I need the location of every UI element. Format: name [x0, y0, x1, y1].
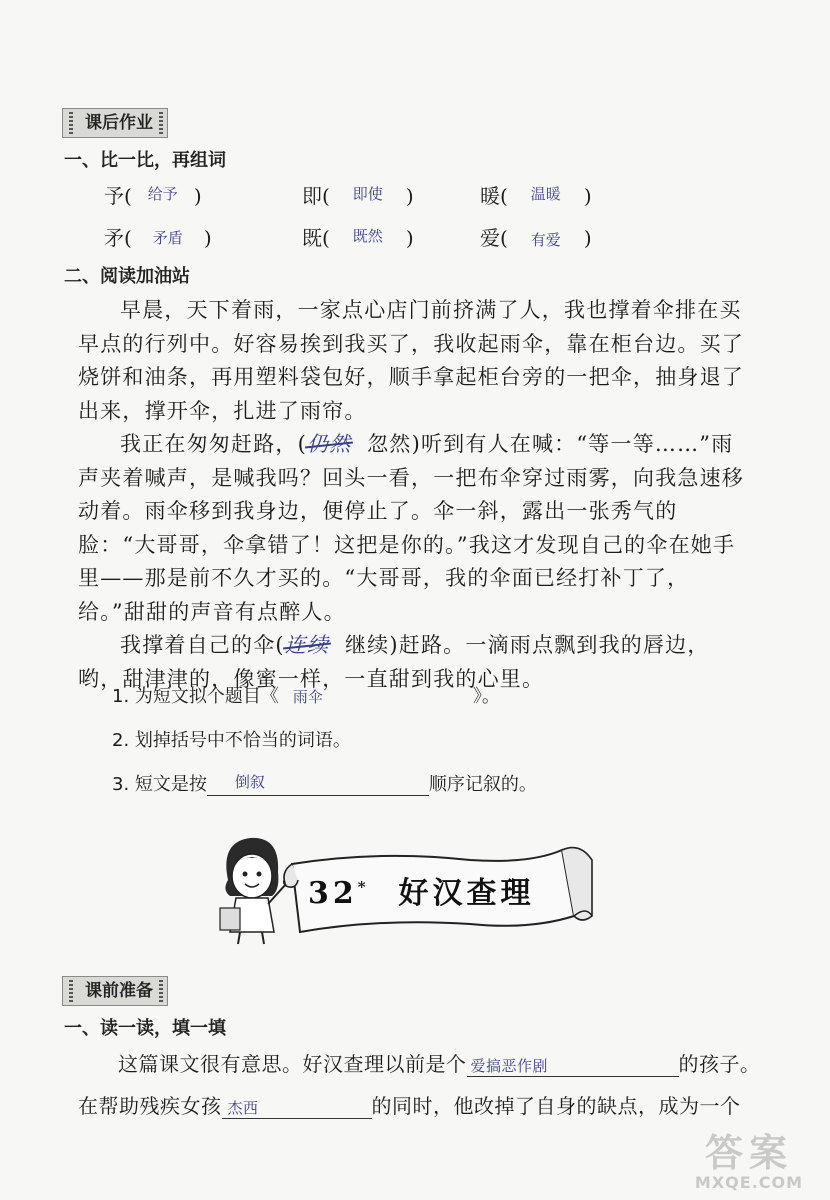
lesson-star: *	[357, 878, 370, 896]
watermark	[684, 1133, 814, 1192]
question-2: 2. 划掉括号中不恰当的词语。	[112, 730, 351, 751]
answer-order: 倒叙	[234, 773, 265, 791]
section-tag-preparation: 课前准备	[62, 976, 168, 1006]
pair-answer: 既然	[352, 227, 383, 245]
correct-word: 忽然	[367, 432, 412, 456]
question-3: 3. 短文是按 倒叙 顺序记叙的。	[112, 773, 537, 795]
section-tag-homework: 课后作业	[62, 108, 168, 138]
lesson-name: 好汉查理	[398, 876, 535, 911]
passage-paragraph-2: 我正在匆匆赶路，(仍然 忽然)听到有人在喊：“等一等……”雨声夹着喊声，是喊我吗？回头一看，一把布伞穿过雨雾，向我急速移动着。雨伞移到我身边，便停止了。伞一斜，露出一张秀气的脸：“大哥哥，伞拿错了！这把是你的。”我这才发现自己的伞在她手里——那是前不久才买的。“大哥哥，我的伞面已经打补丁了，给。”甜甜的声音有点醉人。	[78, 432, 744, 624]
question-1: 1. 为短文拟个题目《 雨伞 》。	[112, 686, 500, 707]
watermark-logo: 答案	[704, 1131, 793, 1175]
pair-2: 即( 即使 )	[302, 184, 414, 208]
pair-char: 矛	[104, 226, 124, 250]
pair-answer: 给予	[147, 185, 178, 203]
cartoon-girl-icon	[220, 838, 291, 944]
pair-answer: 温暖	[530, 185, 561, 203]
pair-4: 矛( 矛盾 )	[104, 226, 212, 250]
pair-5: 既( 既然 )	[302, 226, 414, 250]
answer-name: 杰西	[227, 1099, 259, 1117]
pair-char: 既	[302, 226, 322, 250]
struck-word: 连续	[284, 633, 330, 657]
watermark-url: MXQE.COM	[694, 1173, 804, 1192]
passage-paragraph-3: 我撑着自己的伞(连续 继续)赶路。一滴雨点飘到我的唇边，哟，甜津津的，像蜜一样，一直甜到我的心里。	[78, 633, 710, 691]
answer-prank: 爱搞恶作剧	[470, 1057, 549, 1075]
pair-char: 予	[104, 184, 124, 208]
pair-answer: 有爱	[530, 231, 561, 249]
pair-1: 予( 给予 )	[104, 184, 202, 208]
pair-6: 爱( 有爱 )	[480, 226, 592, 250]
struck-word: 仍然	[307, 432, 352, 456]
lesson-number: 32	[308, 876, 358, 911]
pair-char: 爱	[480, 226, 500, 250]
pair-answer: 矛盾	[152, 229, 183, 247]
part2-title: 二、阅读加油站	[64, 266, 190, 287]
passage-paragraph-1: 早晨，天下着雨，一家点心店门前挤满了人，我也撑着伞排在买早点的行列中。好容易挨到我买了，我收起雨伞，靠在柜台边。买了烧饼和油条，再用塑料袋包好，顺手拿起柜台旁的一把伞，抽身退了出来，撑开伞，扎进了雨帘。	[78, 298, 744, 423]
fill-line-2: 在帮助残疾女孩 杰西 的同时，他改掉了自身的缺点，成为一个	[78, 1094, 741, 1118]
pair-char: 暖	[480, 184, 500, 208]
part1-title: 一、比一比，再组词	[64, 150, 226, 171]
pair-char: 即	[302, 184, 322, 208]
reading-passage	[78, 294, 748, 696]
lesson-title	[308, 868, 535, 912]
pair-answer: 即使	[352, 185, 383, 203]
pair-3: 暖( 温暖 )	[480, 184, 592, 208]
answer-title: 雨伞	[292, 688, 323, 706]
fill-line-1: 这篇课文很有意思。好汉查理以前是个 爱搞恶作剧 的孩子。	[118, 1052, 761, 1076]
correct-word: 继续	[344, 633, 390, 657]
part1-title-section2: 一、读一读，填一填	[64, 1018, 226, 1039]
